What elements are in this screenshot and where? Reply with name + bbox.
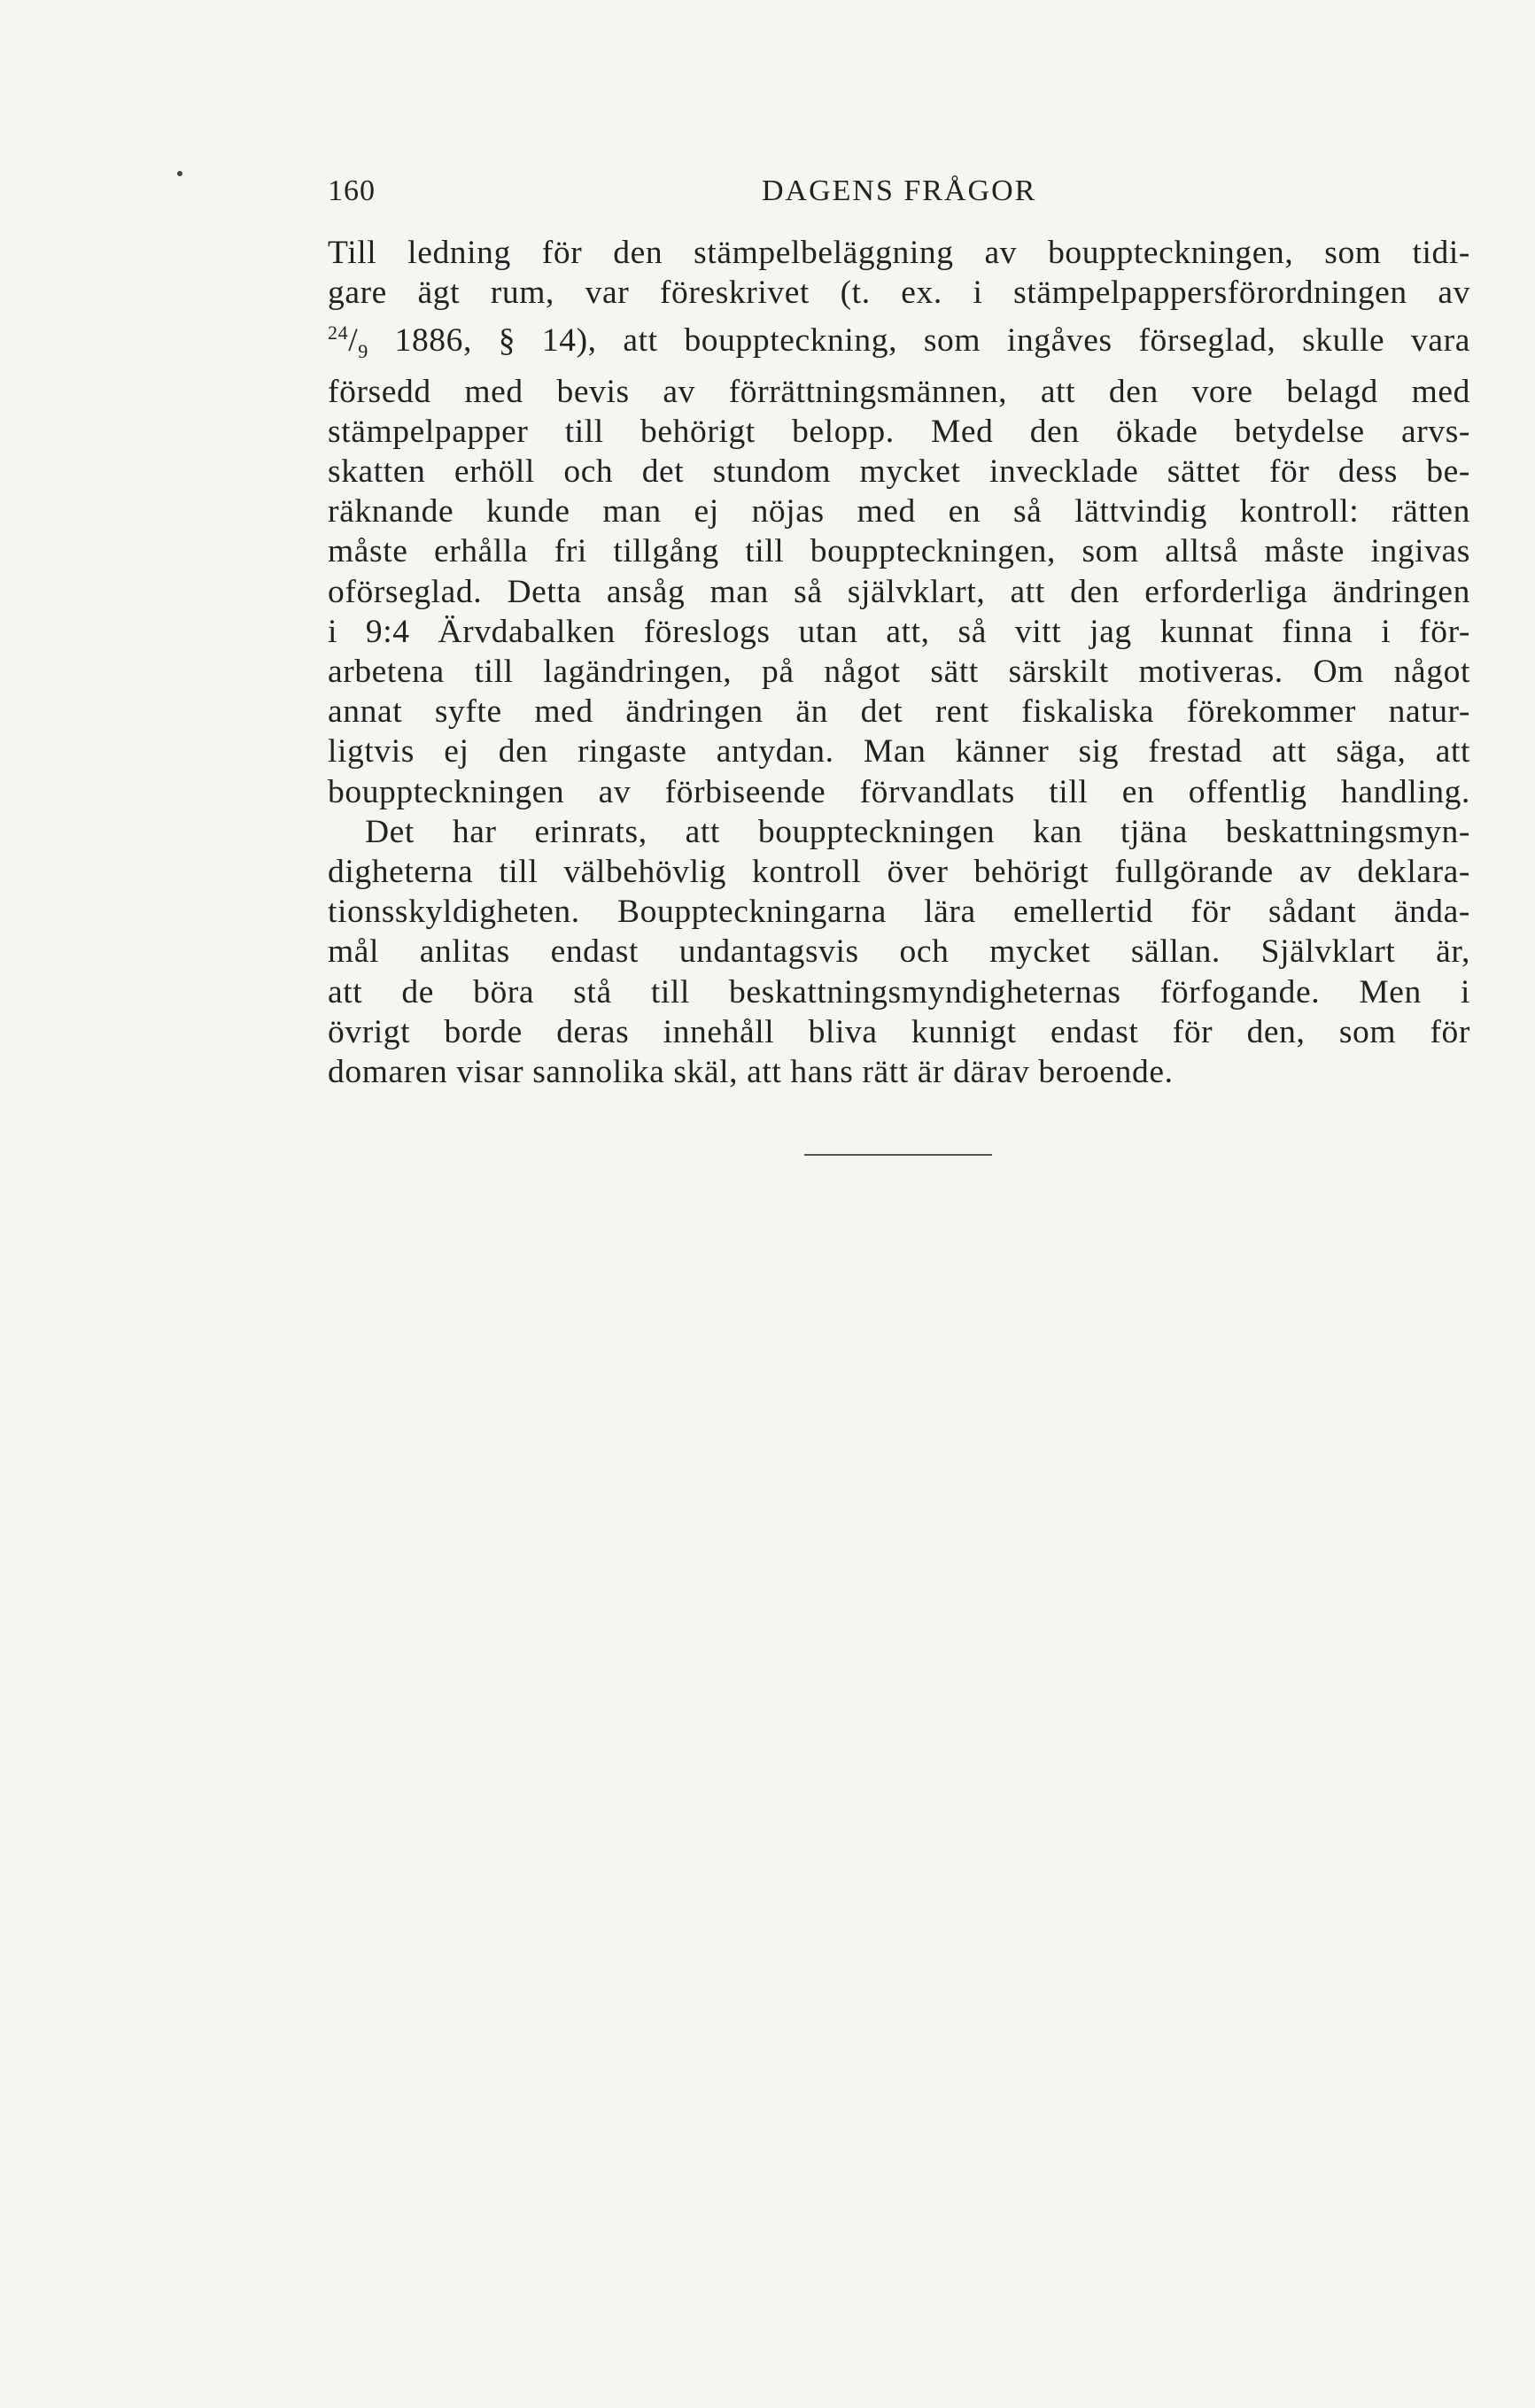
text-line: stämpelpapper till behörigt belopp. Med den ökade betydelse arvs- [328, 413, 1470, 450]
text-line: digheterna till välbehövlig kontroll över behörigt fullgörande av deklara- [328, 854, 1470, 891]
text-line: annat syfte med ändringen än det rent fiskaliska förekommer natur- [328, 693, 1470, 731]
text-line: Till ledning för den stämpelbeläggning av bouppteckningen, som tidi- [328, 235, 1470, 271]
body-text [328, 233, 1470, 1092]
text-line: i 9:4 Ärvdabalken föreslogs utan att, så vitt jag kunnat finna i för- [328, 613, 1470, 650]
text-line: att de böra stå till beskattningsmyndigheternas förfogande. Men i [328, 973, 1470, 1010]
text-line-rest: 1886, § 14), att bouppteckning, som ingåves förseglad, skulle vara [368, 322, 1470, 360]
text-line: skatten erhöll och det stundom mycket invecklade sättet för dess be- [328, 453, 1470, 491]
text-line-with-date: $^{24}/_9$ 1886, § 14), att bouppteckning, som ingåves förseglad, skulle vara [328, 321, 1470, 363]
date-day: 24 [328, 321, 349, 345]
text-line: måste erhålla fri tillgång till bouppteckningen, som alltså måste ingivas [328, 533, 1470, 570]
running-title: DAGENS FRÅGOR [762, 174, 1037, 207]
text-line: försedd med bevis av förrättningsmännen, att den vore belagd med [328, 373, 1470, 410]
print-speck [177, 171, 182, 176]
end-rule [804, 1154, 992, 1156]
text-line: tionsskyldigheten. Bouppteckningarna lära emellertid för sådant ända- [328, 894, 1470, 931]
text-line: domaren visar sannolika skäl, att hans rätt är därav beroende. [328, 1054, 1174, 1091]
page-number: 160 [328, 174, 376, 207]
text-line: arbetena till lagändringen, på något sätt särskilt motiveras. Om något [328, 654, 1470, 691]
text-line: bouppteckningen av förbiseende förvandlats till en offentlig handling. [328, 773, 1470, 810]
text-line: övrigt borde deras innehåll bliva kunnigt endast för den, som för [328, 1013, 1470, 1050]
text-line: räknande kunde man ej nöjas med en så lättvindig kontroll: rätten [328, 493, 1470, 530]
text-line: gare ägt rum, var föreskrivet (t. ex. i stämpelpappersförordningen av [328, 275, 1470, 312]
date-month: 9 [358, 340, 368, 363]
text-line: oförseglad. Detta ansåg man så självklart, att den erforderliga ändringen [328, 573, 1470, 610]
paragraph-2 [328, 812, 1470, 1092]
text-line: ligtvis ej den ringaste antydan. Man känner sig frestad att säga, att [328, 733, 1470, 770]
paragraph-1 [328, 233, 1470, 812]
page-header [328, 174, 1470, 219]
text-line: mål anlitas endast undantagsvis och mycket sällan. Självklart är, [328, 933, 1470, 971]
text-line: Det har erinrats, att bouppteckningen kan tjäna beskattningsmyn- [365, 813, 1470, 850]
